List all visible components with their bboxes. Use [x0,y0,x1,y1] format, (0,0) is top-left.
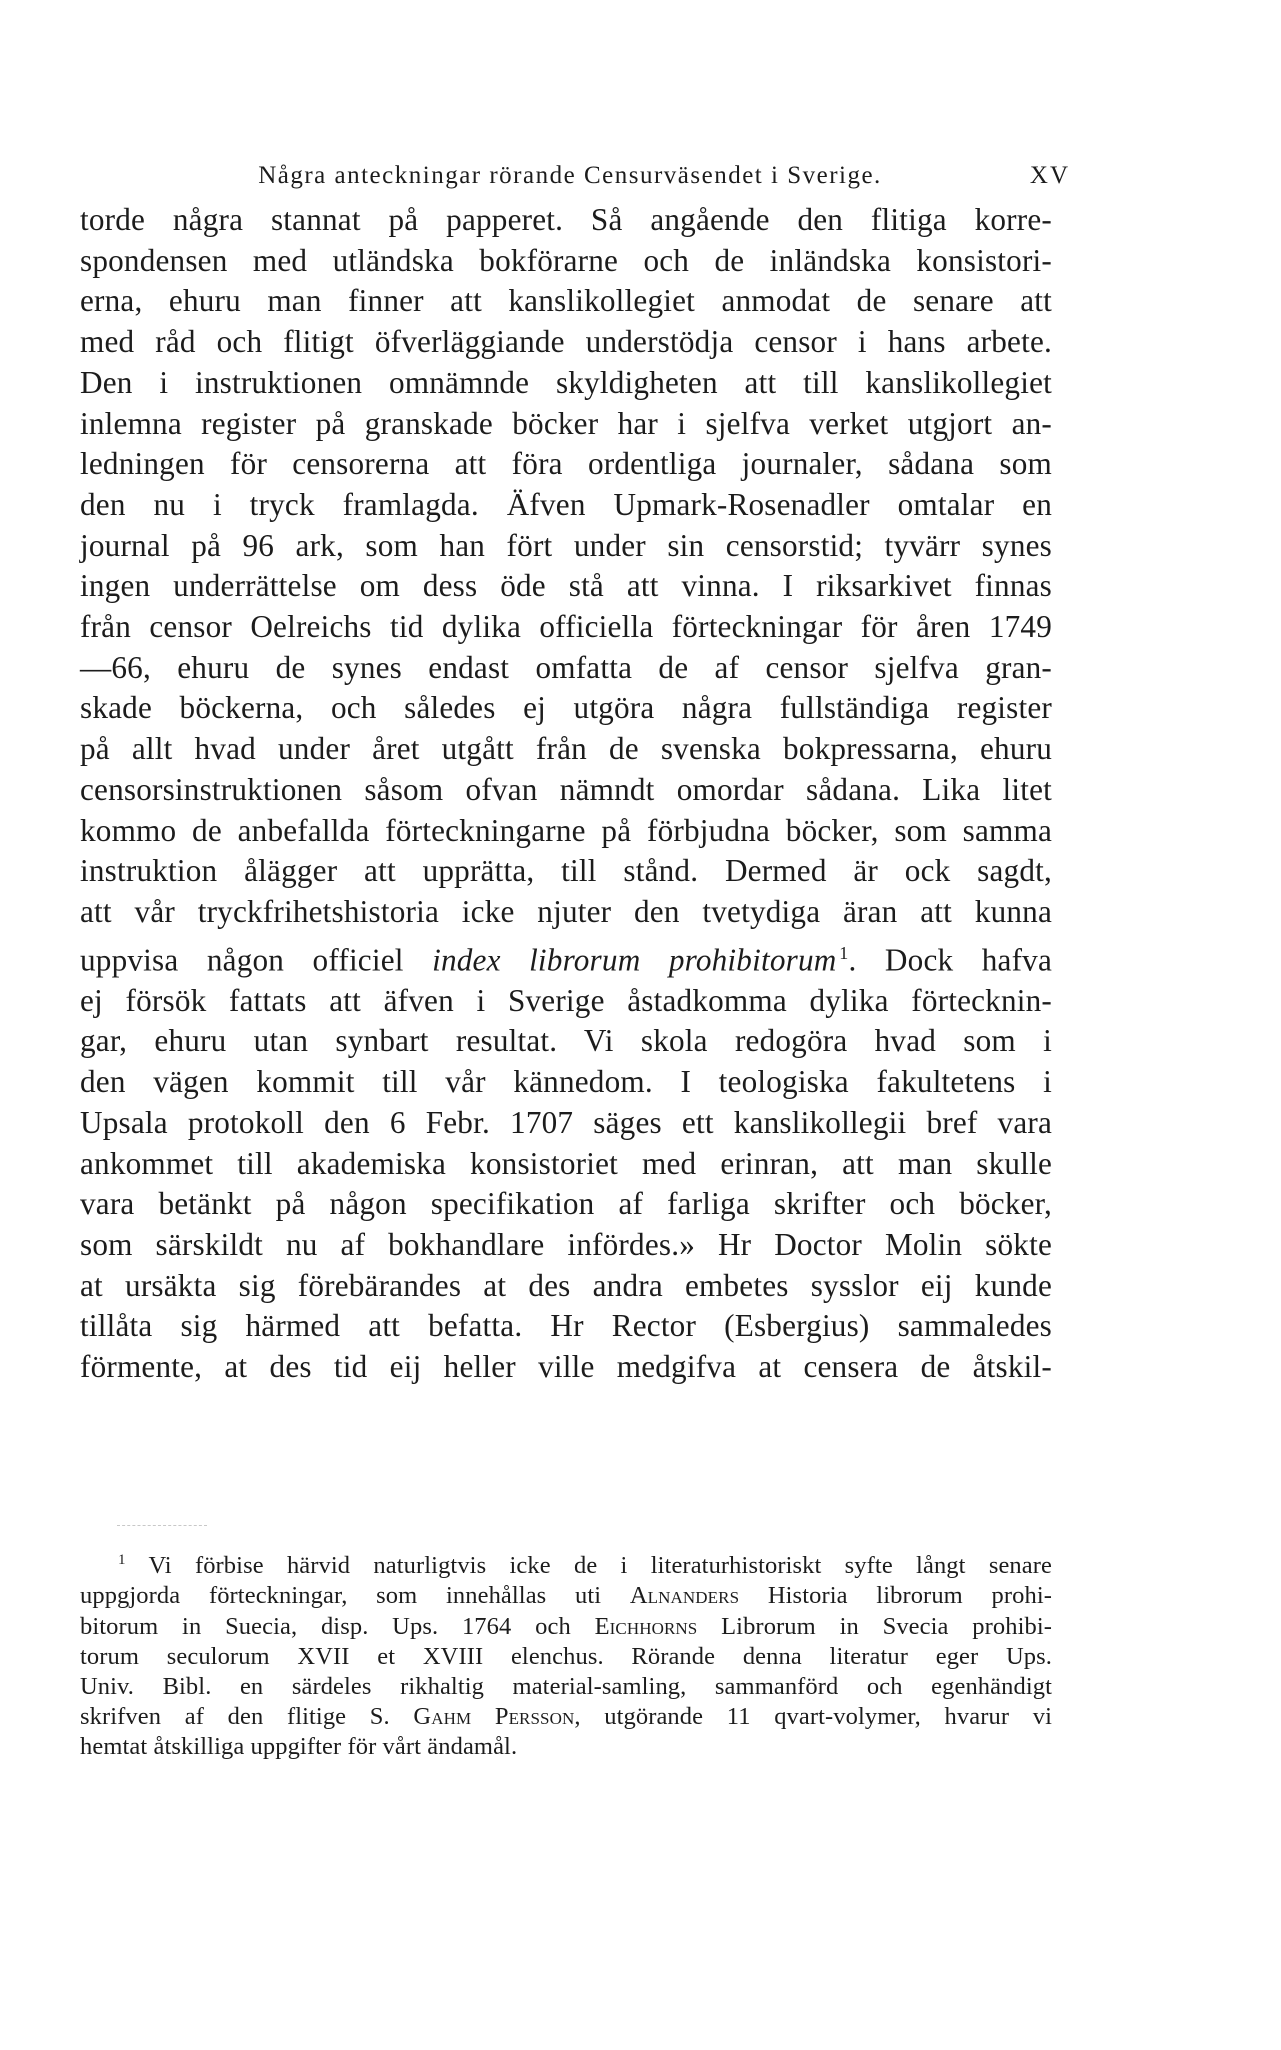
text-line: med råd och flitigt öfverläggiande understödja censor i hans arbete. [80,324,1052,360]
footnote-reference: 1 [839,942,849,963]
text-line: Upsala protokoll den 6 Febr. 1707 säges ett kanslikollegii bref vara [80,1104,1052,1140]
text-line: ledningen för censorerna att föra ordentliga journaler, sådana som [80,446,1052,482]
text-line: som särskildt nu af bokhandlare infördes.» Hr Doctor Molin sökte [80,1226,1052,1262]
italic-title: index librorum prohibitorum [432,942,837,978]
text-line: förmente, at des tid eij heller ville medgifva at censera de åtskil- [80,1349,1052,1385]
text-segment: uppgjorda förteckningar, som innehållas uti [80,1582,630,1610]
text-line: ankommet till akademiska konsistoriet med erinran, att man skulle [80,1145,1052,1181]
text-line: —66, ehuru de synes endast omfatta de af censor sjelfva gran- [80,649,1052,685]
footnote-line: torum seculorum XVII et XVIII elenchus. Rörande denna literatur eger Ups. [80,1642,1052,1670]
text-line: att vår tryckfrihetshistoria icke njuter den tvetydiga äran att kunna [80,893,1052,929]
text-line: gar, ehuru utan synbart resultat. Vi skola redogöra hvad som i [80,1023,1052,1059]
text-segment: Historia librorum prohi- [739,1582,1052,1610]
footnote-line [80,1702,1052,1732]
footnote-marker: 1 [118,1552,126,1568]
text-line: torde några stannat på papperet. Så angående den flitiga korre- [80,202,1052,237]
body-text [80,200,1052,1388]
text-line: på allt hvad under året utgått från de svenska bokpressarna, ehuru [80,731,1052,767]
footnote [80,1545,1052,1763]
text-segment: , utgörande 11 qvart-volymer, hvarur vi [574,1703,1052,1731]
text-line: ej försök fattats att äfven i Sverige åstadkomma dylika förtecknin- [80,982,1052,1018]
footnote-line: Univ. Bibl. en särdeles rikhaltig material-samling, sammanförd och egenhändigt [80,1672,1052,1700]
running-title: Några anteckningar rörande Censurväsendet i Sverige. [258,162,882,189]
text-line: erna, ehuru man finner att kanslikollegiet anmodat de senare att [80,283,1052,319]
text-line: från censor Oelreichs tid dylika officiella förteckningar för åren 1749 [80,609,1052,645]
text-line: vara betänkt på någon specifikation af farliga skrifter och böcker, [80,1186,1052,1222]
text-line: spondensen med utländska bokförarne och de inländska konsistori- [80,242,1052,278]
text-line: den vägen kommit till vår kännedom. I teologiska fakultetens i [80,1064,1052,1100]
text-segment: skrifven af den flitige S. [80,1703,414,1731]
text-segment: bitorum in Suecia, disp. Ups. 1764 och [80,1612,595,1640]
author-name: Alnanders [629,1582,740,1610]
author-name: Persson [494,1703,575,1731]
text-line: journal på 96 ark, som han fört under sin censorstid; tyvärr synes [80,527,1052,563]
text-line: Den i instruktionen omnämnde skyldigheten att till kanslikollegiet [80,364,1052,400]
text-segment: uppvisa någon officiel [80,942,433,978]
text-line: den nu i tryck framlagda. Äfven Upmark-Rosenadler omtalar en [80,486,1052,522]
text-segment: . Dock hafva [848,942,1052,978]
text-line: inlemna register på granskade böcker har i sjelfva verket utgjort an- [80,405,1052,441]
text-line: tillåta sig härmed att befatta. Hr Rector (Esbergius) sammaledes [80,1308,1052,1344]
text-line: ingen underrättelse om dess öde stå att vinna. I riksarkivet finnas [80,568,1052,604]
page-number: XV [1029,162,1070,189]
text-segment: Librorum in Svecia prohibi- [697,1612,1052,1640]
text-line: at ursäkta sig förebärandes at des andra embetes sysslor eij kunde [80,1267,1052,1303]
footnote-line: hemtat åtskilliga uppgifter för vårt ändamål. [80,1733,518,1761]
footnote-line [80,1545,1052,1581]
text-line: skade böckerna, och således ej utgöra några fullständiga register [80,690,1052,726]
author-name: Eichhorns [594,1612,698,1640]
footnote-separator [117,1525,207,1526]
text-line: kommo de anbefallda förteckningarne på förbjudna böcker, som samma [80,812,1052,848]
text-segment: Vi förbise härvid naturligtvis icke de i literaturhistoriskt syfte långt senare [125,1552,1052,1580]
author-name: Gahm [413,1703,472,1731]
text-line: instruktion ålägger att upprätta, till stånd. Dermed är ock sagdt, [80,853,1052,889]
footnote-line [80,1612,1052,1642]
text-line-with-italic [80,933,1052,981]
footnote-line [80,1581,1052,1611]
text-line: censorsinstruktionen såsom ofvan nämndt omordar sådana. Lika litet [80,771,1052,807]
